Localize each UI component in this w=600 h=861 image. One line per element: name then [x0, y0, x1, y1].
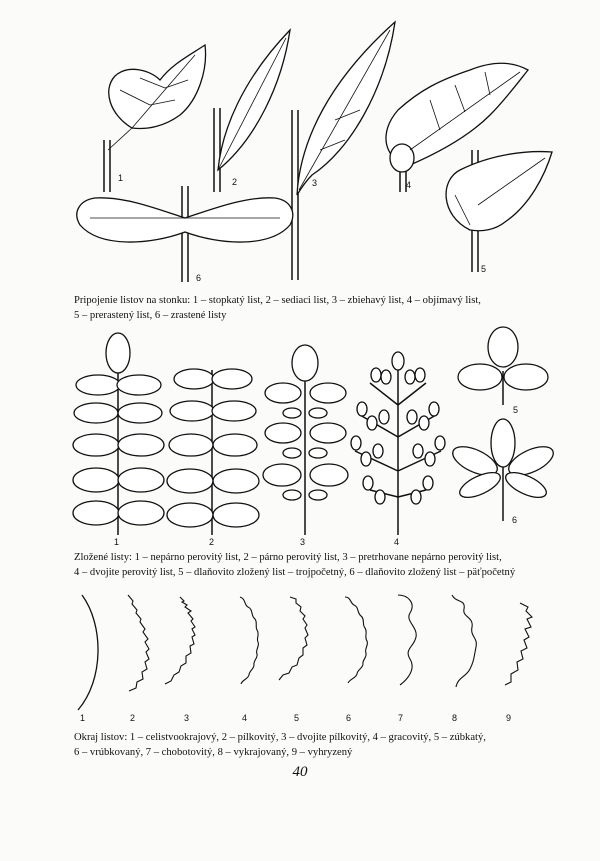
leaf-sessile [214, 30, 290, 192]
label-2: 2 [232, 177, 238, 187]
leaf-connate [77, 186, 293, 282]
label-5: 5 [294, 713, 300, 723]
margin-crenulate-fine [240, 597, 258, 684]
label-3: 3 [300, 537, 306, 547]
compound-leaf-palmate [449, 419, 558, 521]
label-4: 4 [406, 180, 412, 190]
compound-leaf-trifoliate [458, 327, 548, 405]
caption-line: Pripojenie listov na stonku: 1 – stopkatý list, 2 – sediaci list, 3 – zbiehavý list, 4 – objímavý list, [74, 295, 481, 306]
label-2: 2 [130, 713, 136, 723]
label-7: 7 [398, 713, 404, 723]
margin-lobed-cutout [452, 595, 476, 687]
caption-leaf-attachment [74, 293, 564, 323]
label-4: 4 [242, 713, 248, 723]
label-6: 6 [512, 515, 518, 525]
figure-leaf-margins [0, 585, 600, 725]
margin-sinuate [398, 595, 416, 685]
caption-line: Zložené listy: 1 – nepárno perovitý list, 2 – párno perovitý list, 3 – pretrhovane nepárno perovitý list, [74, 552, 502, 563]
margin-dentate [279, 597, 308, 680]
label-1: 1 [114, 537, 120, 547]
label-4: 4 [394, 537, 400, 547]
caption-line: Okraj listov: 1 – celistvookrajový, 2 – pílkovitý, 3 – dvojite pílkovitý, 4 – gracovitý, 5 – zúbkatý, [74, 732, 486, 743]
margin-crenate [345, 597, 367, 683]
label-5: 5 [481, 264, 487, 274]
label-6: 6 [346, 713, 352, 723]
label-6: 6 [196, 273, 202, 283]
label-3: 3 [184, 713, 190, 723]
caption-line: 5 – prerastený list, 6 – zrastené listy [74, 310, 227, 321]
compound-leaf-bipinnate [351, 352, 445, 535]
page-number: 40 [292, 764, 308, 780]
margin-entire [78, 595, 98, 710]
label-5: 5 [513, 405, 519, 415]
figure-compound-leaves [0, 325, 600, 547]
compound-leaf-odd-pinnate [73, 333, 164, 535]
leaf-decurrent [292, 22, 395, 280]
caption-line: 4 – dvojite perovitý list, 5 – dlaňovito zložený list – trojpočetný, 6 – dlaňovito zložený list – päťpočetný [74, 567, 516, 578]
margin-serrate [128, 595, 149, 691]
figure-leaf-attachment [0, 0, 600, 290]
caption-line: 6 – vrúbkovaný, 7 – chobotovitý, 8 – vykrajovaný, 9 – vyhryzený [74, 747, 353, 758]
caption-compound-leaves [74, 550, 564, 580]
label-3: 3 [312, 178, 318, 188]
margin-double-serrate [165, 597, 195, 684]
caption-leaf-margins [74, 730, 564, 760]
compound-leaf-interrupted-pinnate [263, 345, 348, 535]
leaf-petiolate [104, 45, 206, 192]
margin-erose [505, 603, 532, 685]
label-1: 1 [80, 713, 86, 723]
compound-leaf-even-pinnate [167, 369, 259, 535]
label-8: 8 [452, 713, 458, 723]
leaf-perfoliate [446, 150, 552, 272]
label-1: 1 [118, 173, 124, 183]
label-9: 9 [506, 713, 512, 723]
label-2: 2 [209, 537, 215, 547]
